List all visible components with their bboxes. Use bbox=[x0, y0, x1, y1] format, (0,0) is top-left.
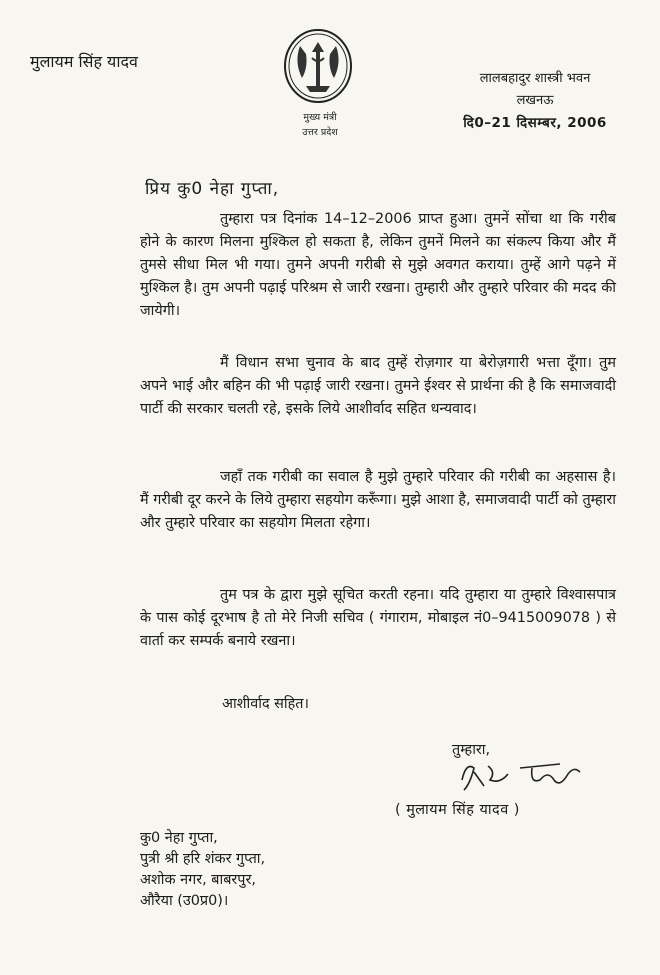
emblem-caption bbox=[280, 110, 360, 140]
salutation: प्रिय कु0 नेहा गुप्ता, bbox=[145, 179, 280, 199]
handwritten-signature bbox=[450, 750, 600, 800]
recipient-locality: अशोक नगर, बाबरपुर, bbox=[140, 872, 256, 888]
emblem-caption-title: मुख्य मंत्री bbox=[303, 112, 337, 123]
address-block bbox=[440, 68, 630, 134]
recipient-parent: पुत्री श्री हरि शंकर गुप्ता, bbox=[140, 851, 266, 867]
paragraph-4 bbox=[140, 584, 616, 653]
paragraph-1 bbox=[140, 208, 616, 323]
recipient-district: औरैया (उ0प्र0)। bbox=[140, 893, 229, 909]
letter-date: दि0–21 दिसम्बर, 2006 bbox=[463, 115, 607, 131]
emblem-icon bbox=[282, 28, 354, 108]
address-city: लखनऊ bbox=[516, 93, 554, 108]
emblem-caption-state: उत्तर प्रदेश bbox=[302, 127, 338, 138]
closing-blessing: आशीर्वाद सहित। bbox=[222, 696, 309, 712]
paragraph-2 bbox=[140, 352, 616, 421]
signatory-name: ( मुलायम सिंह यादव ) bbox=[395, 802, 520, 818]
paragraph-3-text: जहाँ तक गरीबी का सवाल है मुझे तुम्हारे परिवार की गरीबी का अहसास है। मैं गरीबी दूर करने के लिये तुम्हारा सहयोग करूँगा। मुझे आशा है, समाजवादी पार्टी को तुम्हारा और तुम्हारे परिवार का सहयोग मिलता रहेगा। bbox=[140, 469, 616, 531]
sender-name: मुलायम सिंह यादव bbox=[30, 52, 138, 71]
paragraph-3 bbox=[140, 466, 616, 535]
paragraph-2-text: मैं विधान सभा चुनाव के बाद तुम्हें रोज़गार या बेरोज़गारी भत्ता दूँगा। तुम अपने भाई और बहिन की भी पढ़ाई जारी रखना। तुमने ईश्वर से प्रार्थना की है कि समाजवादी पार्टी की सरकार चलती रहे, इसके लिये आशीर्वाद सहित धन्यवाद। bbox=[140, 355, 616, 417]
address-building: लालबहादुर शास्त्री भवन bbox=[479, 71, 591, 86]
closing-yours: तुम्हारा, bbox=[452, 742, 491, 758]
recipient-address bbox=[140, 828, 265, 912]
paragraph-4-text: तुम पत्र के द्वारा मुझे सूचित करती रहना। यदि तुम्हारा या तुम्हारे विश्वासपात्र के पास कोई दूरभाष है तो मेरे निजी सचिव ( गंगाराम, मोबाइल नं0–9415009078 ) से वार्ता कर सम्पर्क बनाये रखना। bbox=[140, 587, 616, 649]
recipient-name: कु0 नेहा गुप्ता, bbox=[140, 830, 218, 846]
paragraph-1-text: तुम्हारा पत्र दिनांक 14–12–2006 प्राप्त हुआ। तुमनें सोंचा था कि गरीब होने के कारण मिलना मुश्किल हो सकता है, लेकिन तुमनें मिलने का संकल्प किया और मैं तुमसे सीधा मिल भी गया। तुमने अपनी गरीबी से मुझे अवगत कराया। तुम्हें आगे पढ़ने में मुश्किल है। तुम अपनी पढ़ाई परिश्रम से जारी रखना। तुम्हारी और तुम्हारे परिवार की मदद की जायेगी। bbox=[140, 211, 616, 319]
